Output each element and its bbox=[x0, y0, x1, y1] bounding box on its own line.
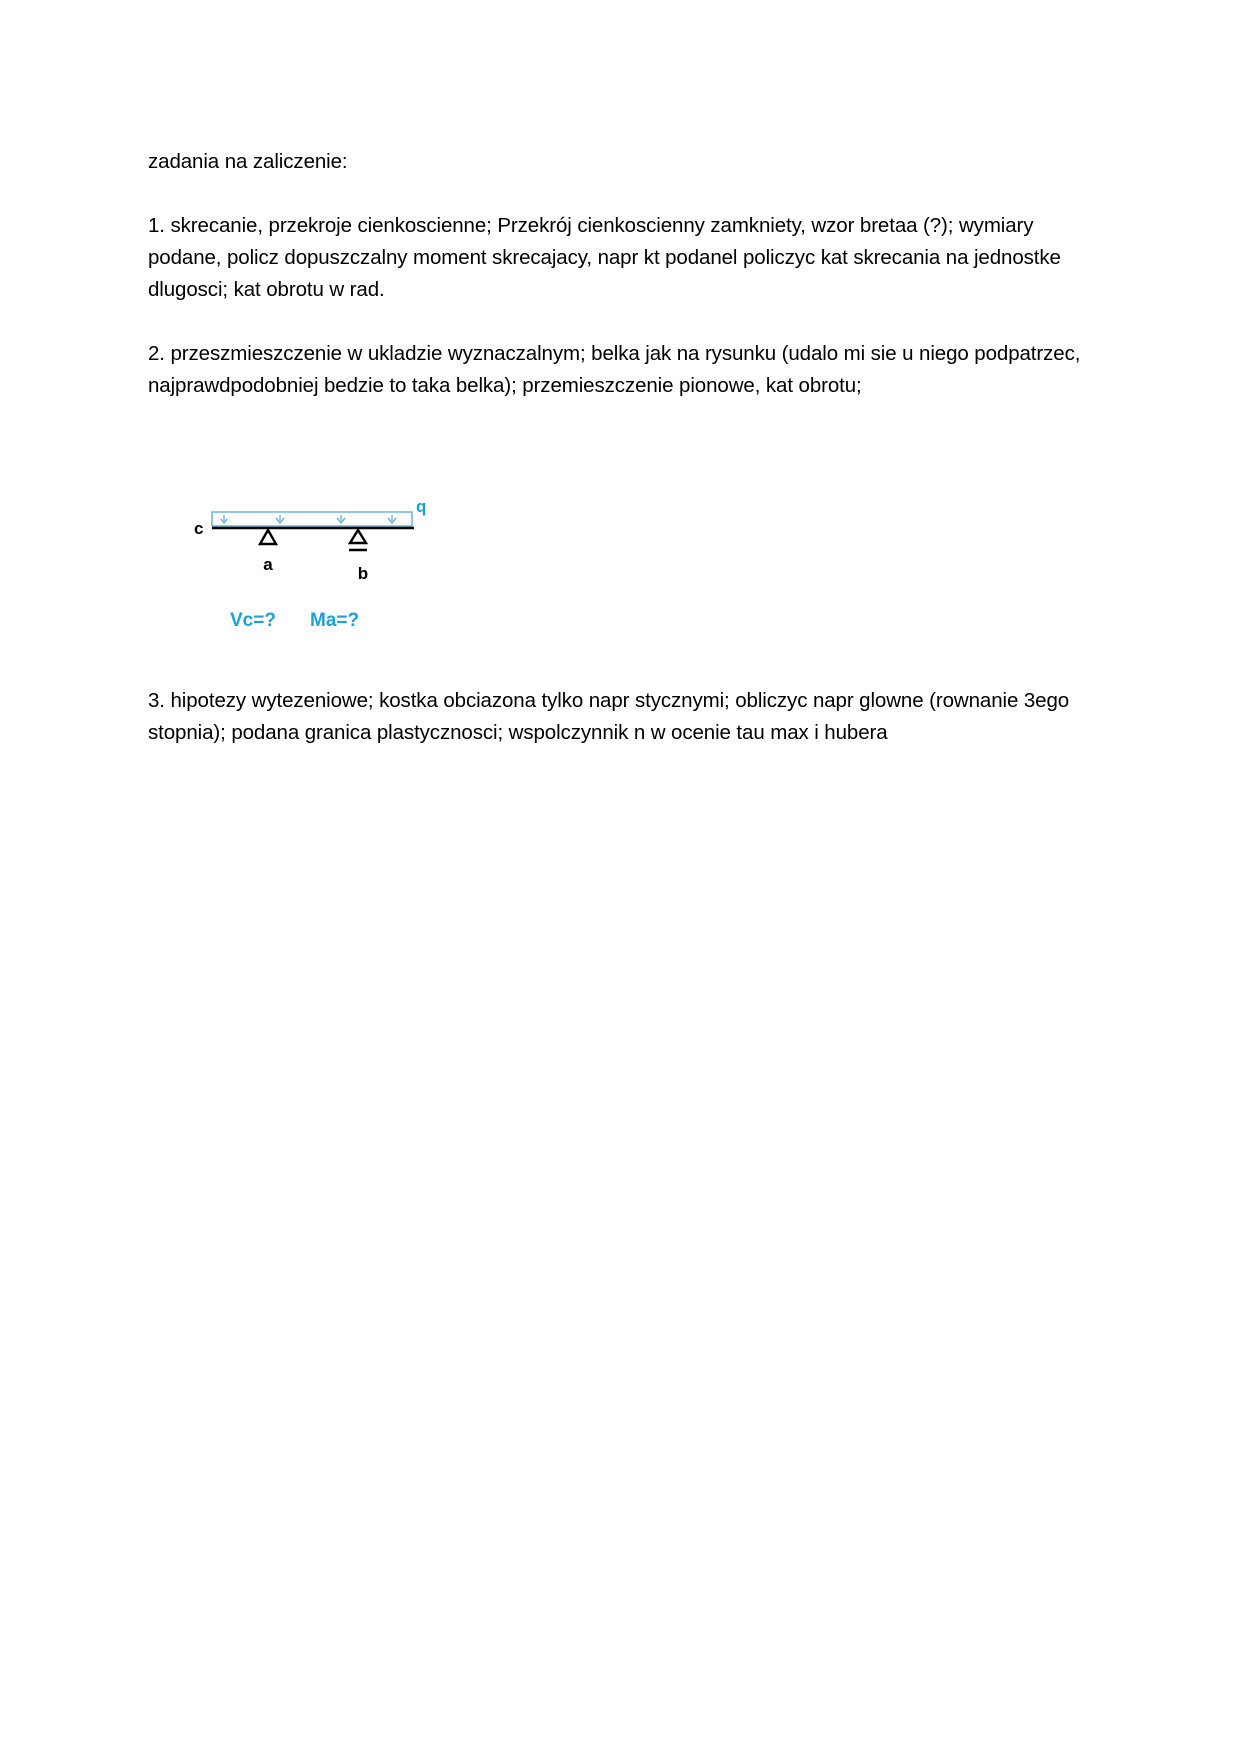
support-b-triangle bbox=[350, 530, 366, 543]
load-arrow bbox=[337, 515, 345, 523]
load-arrow bbox=[221, 515, 227, 523]
beam-diagram bbox=[186, 490, 446, 640]
question-vc: Vc=? bbox=[230, 610, 276, 631]
task-2-text: 2. przeszmieszczenie w ukladzie wyznaczalnym; belka jak na rysunku (udalo mi sie u niego podpatrzec, najprawdpodobniej bedzie to taka belka); przemieszczenie pionowe, kat obrotu; bbox=[148, 342, 1081, 397]
question-ma: Ma=? bbox=[310, 610, 360, 631]
load-arrow bbox=[388, 515, 396, 523]
distributed-load-box bbox=[212, 512, 412, 526]
load-arrows bbox=[221, 515, 396, 523]
label-a: a bbox=[263, 555, 273, 574]
task-1-text: 1. skrecanie, przekroje cienkoscienne; Przekrój cienkoscienny zamkniety, wzor bretaa (?); wymiary podane, policz dopuszczalny moment skrecajacy, napr kt podanel policzyc kat skrecania na jednostke dlugosci; kat obrotu w rad. bbox=[148, 214, 1061, 301]
load-arrow bbox=[276, 515, 284, 523]
beam-diagram-svg bbox=[186, 490, 446, 640]
heading: zadania na zaliczenie: bbox=[148, 150, 348, 173]
label-q: q bbox=[416, 497, 427, 516]
label-b: b bbox=[357, 564, 369, 583]
support-a-triangle bbox=[260, 530, 276, 544]
label-c: c bbox=[194, 519, 204, 538]
task-3-text: 3. hipotezy wytezeniowe; kostka obciazona tylko napr stycznymi; obliczyc napr glowne (rownanie 3ego stopnia); podana granica plastycznosci; wspolczynnik n w ocenie tau max i hubera bbox=[148, 689, 1070, 744]
